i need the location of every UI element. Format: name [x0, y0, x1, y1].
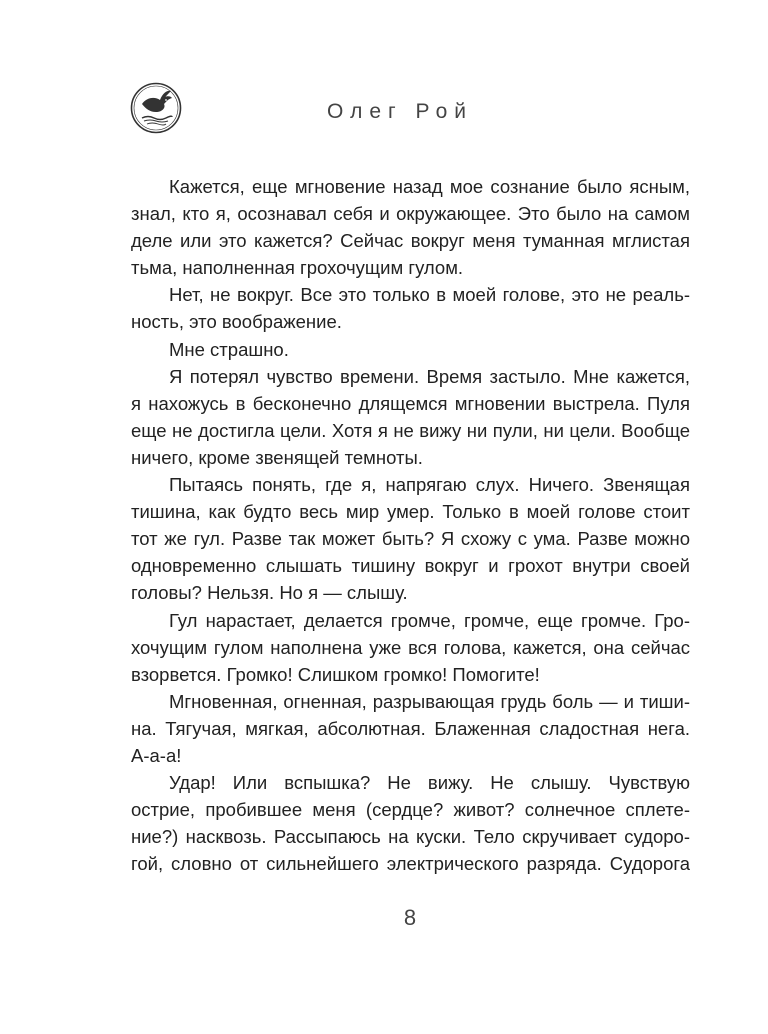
text-line: А-а-а! [131, 744, 182, 766]
text-line: ничего, кроме звенящей темноты. [131, 446, 423, 468]
text-line: Удар! Или вспышка? Не вижу. Не слышу. Чувствую [169, 772, 690, 794]
text-line: Кажется, еще мгновение назад мое сознание было ясным, [169, 176, 690, 197]
text-line: Мне страшно. [169, 338, 289, 360]
page-number: 8 [403, 905, 417, 930]
text-line: Мгновенная, огненная, разрывающая грудь боль — и тиши- [169, 690, 690, 712]
text-line: тот же гул. Разве так может быть? Я схожу с ума. Разве можно [131, 528, 690, 550]
text-line: знал, кто я, осознавал себя и окружающее. Это было на самом [131, 203, 690, 225]
text-line: Нет, не вокруг. Все это только в моей голове, это не реаль- [169, 284, 690, 306]
body-text [131, 173, 690, 877]
running-header-author: Олег Рой [326, 100, 474, 123]
text-line: тишина, как будто весь мир умер. Только в моей голове стоит [131, 501, 690, 523]
text-line: еще не достигла цели. Хотя я не вижу ни пули, ни цели. Вообще [131, 419, 690, 441]
text-line: головы? Нельзя. Но я — слышу. [131, 582, 408, 604]
text-line: взорвется. Громко! Слишком громко! Помогите! [131, 663, 540, 685]
text-line: Я потерял чувство времени. Время застыло. Мне кажется, [169, 365, 690, 387]
text-line: Гул нарастает, делается громче, громче, еще громче. Гро- [169, 609, 690, 631]
text-line: гой, словно от сильнейшего электрического разряда. Судорога [131, 853, 690, 875]
text-line: я нахожусь в бесконечно длящемся мгновении выстрела. Пуля [131, 392, 690, 414]
text-line: тьма, наполненная грохочущим гулом. [131, 257, 464, 279]
text-line: острие, пробившее меня (сердце? живот? солнечное сплете- [131, 799, 690, 821]
text-line: деле или это кажется? Сейчас вокруг меня туманная мглистая [131, 230, 690, 252]
text-line: ность, это воображение. [131, 311, 342, 333]
text-line: ние?) насквозь. Рассыпаюсь на куски. Тело скручивает судоро- [131, 826, 690, 848]
text-line: на. Тягучая, мягкая, абсолютная. Блаженная сладостная нега. [131, 717, 690, 739]
text-line: Пытаясь понять, где я, напрягаю слух. Ничего. Звенящая [169, 474, 690, 496]
text-line: одновременно слышать тишину вокруг и грохот внутри своей [131, 555, 690, 577]
text-line: хочущим гулом наполнена уже вся голова, кажется, она сейчас [131, 636, 690, 658]
